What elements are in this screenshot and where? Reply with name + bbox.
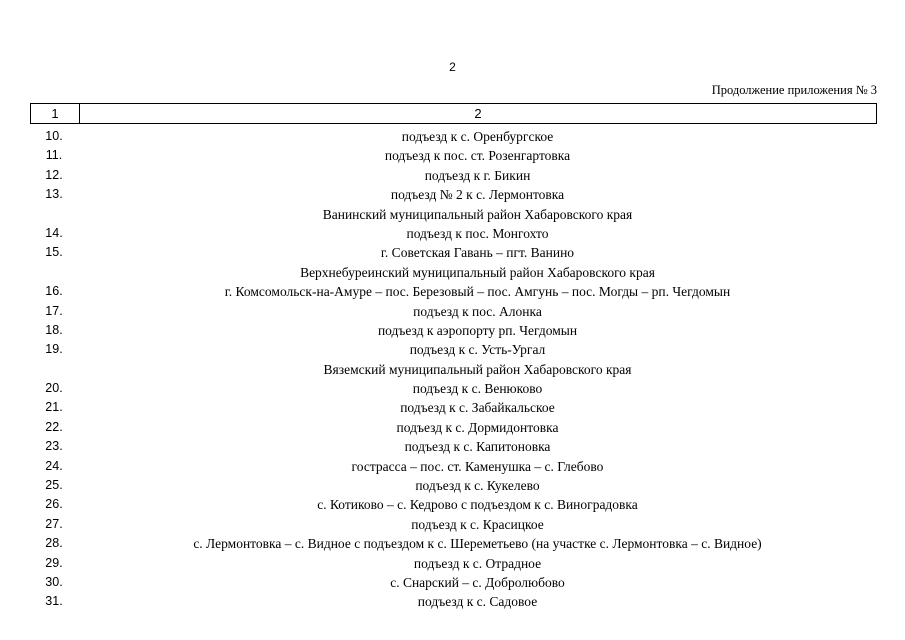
table-header-col1: 1 <box>31 104 80 123</box>
table-row <box>30 302 877 321</box>
table-row <box>30 554 877 573</box>
row-text: с. Лермонтовка – с. Видное с подъездом к с. Шереметьево (на участке с. Лермонтовка – с. Видное) <box>193 536 762 552</box>
row-number: 11. <box>45 148 63 163</box>
table-row <box>30 495 877 514</box>
row-number: 23. <box>45 439 63 454</box>
row-text: г. Советская Гавань – пгт. Ванино <box>380 245 575 261</box>
row-text: подъезд к с. Кукелево <box>415 478 540 494</box>
row-number: 20. <box>45 381 63 396</box>
row-text: подъезд к пос. Алонка <box>413 303 542 319</box>
row-text: подъезд к аэропорту рп. Чегдомын <box>377 322 578 338</box>
row-number: 17. <box>45 303 63 318</box>
table-body <box>30 127 877 612</box>
row-text: подъезд к с. Красицкое <box>411 516 544 532</box>
table-row <box>30 418 877 437</box>
table-row <box>30 224 877 243</box>
row-number: 12. <box>45 167 63 182</box>
row-number: 18. <box>45 322 63 337</box>
table-row <box>30 515 877 534</box>
row-text: подъезд к пос. Монгохто <box>406 225 549 241</box>
row-text: подъезд к с. Дормидонтовка <box>396 419 559 435</box>
row-text: подъезд № 2 к с. Лермонтовка <box>390 187 565 203</box>
row-number: 15. <box>45 245 63 260</box>
table-row <box>30 127 877 146</box>
table-row <box>30 166 877 185</box>
row-text: гострасса – пос. ст. Каменушка – с. Глебово <box>351 458 604 474</box>
row-number: 25. <box>45 478 63 493</box>
row-number: 19. <box>45 342 63 357</box>
row-number: 16. <box>45 284 63 299</box>
row-number: 13. <box>45 187 63 202</box>
table-row <box>30 340 877 359</box>
table-row <box>30 534 877 553</box>
row-text: подъезд к с. Капитоновка <box>404 439 551 455</box>
row-text: подъезд к с. Венюково <box>412 381 543 397</box>
row-number: 26. <box>45 497 63 512</box>
section-heading: Ванинский муниципальный район Хабаровского края <box>322 206 633 222</box>
row-number: 10. <box>45 129 63 143</box>
table-row <box>30 282 877 301</box>
row-number: 21. <box>45 400 63 415</box>
table-row <box>30 146 877 165</box>
row-text: подъезд к с. Усть-Ургал <box>409 342 546 358</box>
page-number: 2 <box>449 60 456 74</box>
table-row <box>30 185 877 204</box>
section-heading: Верхнебуреинский муниципальный район Хабаровского края <box>300 264 655 280</box>
row-text: подъезд к с. Садовое <box>417 594 538 610</box>
row-number: 14. <box>45 225 63 240</box>
row-text: подъезд к с. Отрадное <box>413 555 542 571</box>
section-heading-row <box>30 360 877 379</box>
section-heading: Вяземский муниципальный район Хабаровского края <box>323 361 632 377</box>
row-number: 22. <box>45 419 63 434</box>
table-header <box>30 103 877 124</box>
row-text: подъезд к г. Бикин <box>424 167 531 183</box>
row-text: подъезд к пос. ст. Розенгартовка <box>384 148 571 164</box>
row-number: 29. <box>45 555 63 570</box>
row-text: подъезд к с. Оренбургское <box>401 129 554 144</box>
table-row <box>30 592 877 611</box>
table-row <box>30 379 877 398</box>
table-header-col2: 2 <box>474 106 482 121</box>
table-row <box>30 437 877 456</box>
row-number: 27. <box>45 516 63 531</box>
table-row <box>30 243 877 262</box>
continuation-label: Продолжение приложения № 3 <box>711 83 877 97</box>
section-heading-row <box>30 205 877 224</box>
table-row <box>30 321 877 340</box>
table-row <box>30 476 877 495</box>
row-text: подъезд к с. Забайкальское <box>400 400 555 416</box>
section-heading-row <box>30 263 877 282</box>
row-number: 30. <box>45 574 63 589</box>
table-row <box>30 457 877 476</box>
table-row <box>30 398 877 417</box>
row-number: 31. <box>45 594 63 609</box>
row-text: с. Котиково – с. Кедрово с подъездом к с. Виноградовка <box>317 497 638 513</box>
row-number: 28. <box>45 536 63 551</box>
row-text: с. Снарский – с. Добролюбово <box>390 574 565 590</box>
table-row <box>30 573 877 592</box>
row-text: г. Комсомольск-на-Амуре – пос. Березовый – пос. Амгунь – пос. Могды – рп. Чегдомын <box>224 284 731 300</box>
row-number: 24. <box>45 458 63 473</box>
